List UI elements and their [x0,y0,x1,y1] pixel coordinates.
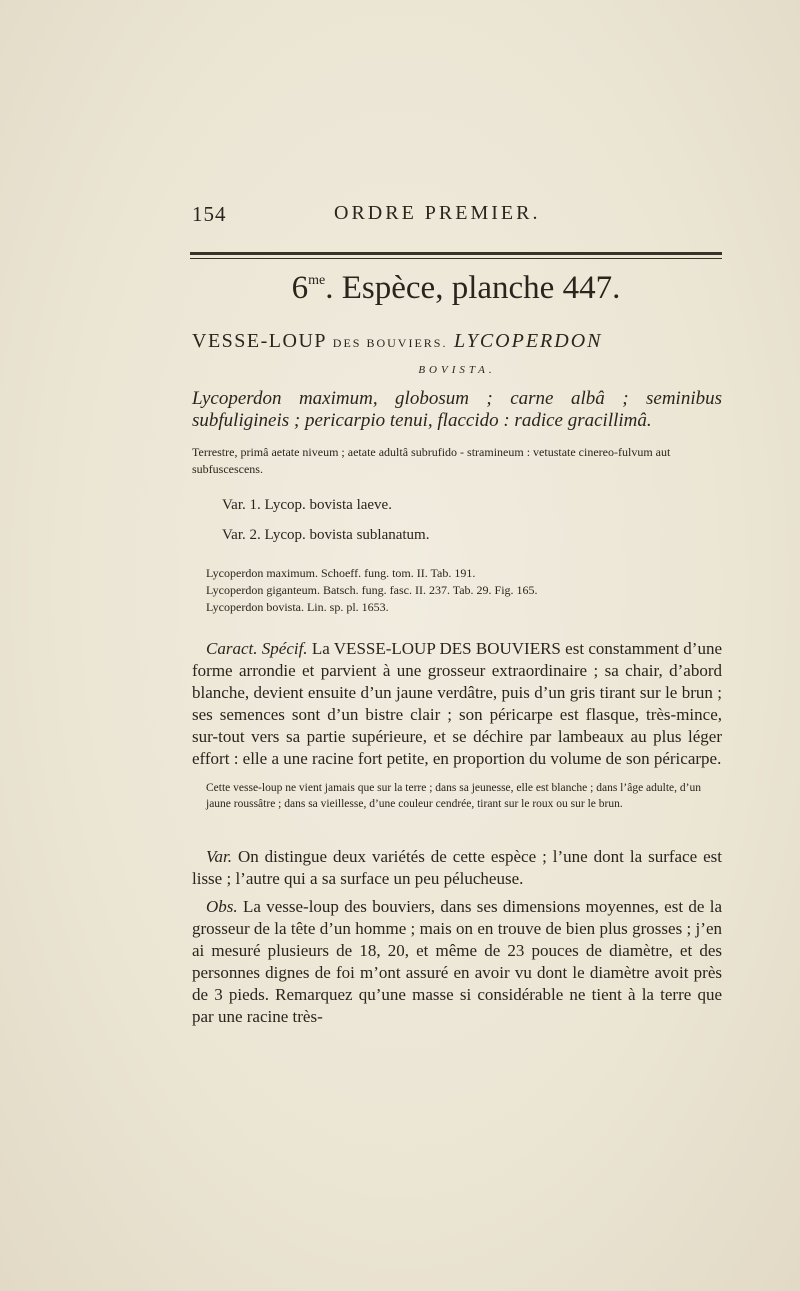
species-number: 6 [291,270,309,306]
obs-label: Obs. [206,897,238,916]
page-header [192,202,752,232]
small-note: Cette vesse-loup ne vient jamais que sur la terre ; dans sa jeunesse, elle est blanche ; dans l’âge adulte, d’un jaune roussâtre ; dans sa vieillesse, d’une couleur cendrée, tirant sur le roux ou sur le brun. [206,782,701,810]
caract-label: Caract. Spécif. [206,639,308,658]
latin-note: Terrestre, primâ aetate niveum ; aetate adultâ subrufido - stramineum : vetustate cinereo-fulvum aut subfuscescens. [192,445,671,476]
obs-text: La vesse-loup des bouviers, dans ses dimensions moyennes, est de la grosseur de la tête d’un homme ; mais on en trouve de bien plus grosses ; j’en ai mesuré plusieurs de 18, 20, et même de 23 pouces de diamètre, et des personnes dignes de foi m’ont assuré en avoir vu dont le diamètre avoit près de 3 pieds. Remarquez qu’une masse si considérable ne tient à la terre que par une racine très- [192,897,722,1026]
running-title: ORDRE PREMIER. [334,202,541,224]
latin-description: Lycoperdon maximum, globosum ; carne albâ ; seminibus subfuligineis ; pericarpio tenui, flaccido : radice gracillimâ. [192,388,722,431]
var-text: On distingue deux variétés de cette espèce ; l’une dont la surface est lisse ; l’autre qui a sa surface un peu pélucheuse. [192,847,722,888]
var-label: Var. [206,847,232,866]
reference-item: Lycoperdon bovista. Lin. sp. pl. 1653. [206,600,389,614]
species-plate: . Espèce, planche 447. [325,270,621,306]
species-name [192,330,722,353]
caract-paragraph [192,638,722,770]
latin-genus: LYCOPERDON [453,330,603,352]
species-heading [190,270,722,307]
french-name: VESSE-LOUP [192,330,327,352]
species-ordinal: me [308,273,326,288]
header-rule-thick [190,252,722,255]
latin-species: BOVISTA. [418,364,496,376]
variety-2: Var. 2. Lycop. bovista sublanatum. [222,527,430,543]
variety-1: Var. 1. Lycop. bovista laeve. [222,497,392,513]
reference-item: Lycoperdon maximum. Schoeff. fung. tom. II. Tab. 191. [206,566,476,580]
var-paragraph [192,846,722,890]
french-name-qualifier: DES BOUVIERS. [332,336,448,350]
references [206,565,722,616]
caract-text: La VESSE-LOUP DES BOUVIERS est constamment d’une forme arrondie et parvient à une grosseur extraordinaire ; sa chair, d’abord blanche, devient ensuite d’un jaune verdâtre, puis d’un gris tirant sur le brun ; ses semences sont d’un bistre clair ; son péricarpe est flasque, très-mince, sur-tout vers sa partie supérieure, et se déchire par lambeaux au plus léger effort : elle a une racine fort petite, en proportion du volume de son péricarpe. [192,639,722,768]
reference-item: Lycoperdon giganteum. Batsch. fung. fasc. II. 237. Tab. 29. Fig. 165. [206,583,538,597]
page-number: 154 [192,202,227,226]
header-rule-thin [190,258,722,259]
obs-paragraph [192,896,722,1028]
